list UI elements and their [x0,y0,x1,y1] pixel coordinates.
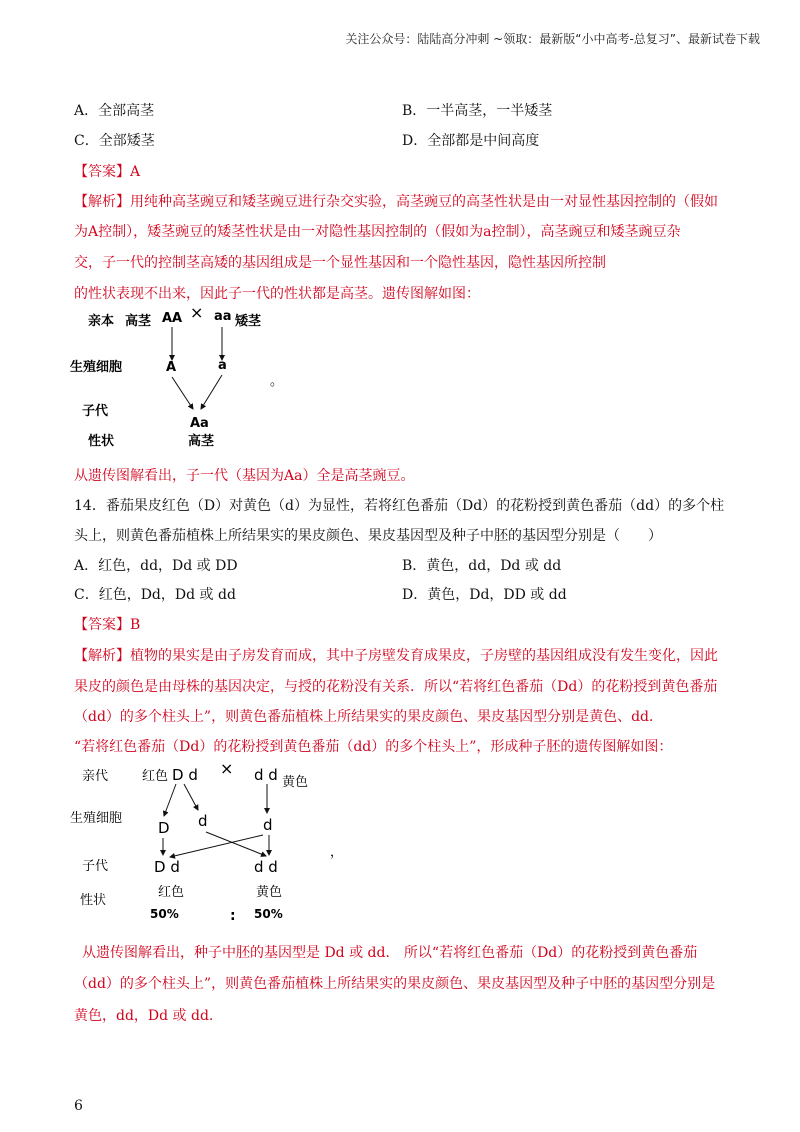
gamete-d1: d [198,812,208,830]
page-header: 关注公众号：陆陆高分冲刺 ~领取：最新版“小中高考-总复习”、最新试卷下载 [345,32,760,46]
q13-option-c: C．全部矮茎 [74,133,155,149]
arrow-a-to-Aa [201,375,222,409]
red-label: 红色 [142,769,169,784]
trait-tall: 高茎 [188,434,215,449]
pct-yellow: 50% [254,907,283,921]
q14-conclusion-line-2: （dd）的多个柱头上”，则黄色番茄植株上所结果实的果皮颜色、果皮基因型及种子中胚的基因型分别是 [74,976,716,992]
cross-symbol: × [190,305,204,322]
gamete-label: 生殖细胞 [70,811,123,826]
q14-analysis-line-2: 果皮的颜色是由母株的基因决定，与授的花粉没有关系．所以“若将红色番茄（Dd）的花粉授到黄色番茄 [74,679,718,695]
q14-question-line-2: 头上，则黄色番茄植株上所结果实的果皮颜色、果皮基因型及种子中胚的基因型分别是（ ） [74,528,662,544]
genotype-aa: aa [214,309,232,324]
q14-conclusion-line-1: 从遗传图解看出，种子中胚的基因型是 Dd 或 dd． 所以“若将红色番茄（Dd）的花粉授到黄色番茄 [82,945,698,961]
comma-mark: ， [330,845,344,860]
short-label: 矮茎 [235,314,262,329]
trait-label: 性状 [80,893,107,908]
q14-option-b: B．黄色，dd，Dd 或 dd [402,558,562,574]
tall-label: 高茎 [125,314,152,329]
cross-symbol: × [220,759,234,778]
gamete-D: D [158,819,170,837]
page-number: 6 [74,1098,83,1114]
q14-analysis-line-3: （dd）的多个柱头上”，则黄色番茄植株上所结果实的果皮颜色、果皮基因型分别是黄色、dd． [74,709,664,725]
q14-option-c: C．红色，Dd，Dd 或 dd [74,587,236,603]
arrow-D [164,784,176,816]
pct-red: 50% [150,907,179,921]
q14-analysis-line-1: 【解析】植物的果实是由子房发育而成，其中子房壁发育成果皮，子房壁的基因组成没有发生变化，因此 [74,648,718,664]
parent-label: 亲本 [88,314,115,329]
genotype-dd: d d [254,766,278,784]
q13-analysis-line-1: 【解析】用纯种高茎豌豆和矮茎豌豆进行杂交实验，高茎豌豆的高茎性状是由一对显性基因控制的（假如 [74,194,718,210]
arrow-d2-to-off1 [170,835,263,857]
q13-option-b: B．一半高茎，一半矮茎 [402,103,553,119]
q14-conclusion-line-3: 黄色，dd，Dd 或 dd. [74,1008,214,1024]
ratio-colon: : [230,908,236,924]
offspring-label: 子代 [82,404,109,419]
q13-option-a: A．全部高茎 [74,103,155,119]
arrow-d1-to-off2 [206,832,266,856]
q14-option-a: A．红色，dd，Dd 或 DD [74,558,238,574]
gamete-a: a [218,358,227,373]
trait-red: 红色 [158,885,185,900]
q13-option-d: D．全部都是中间高度 [402,133,540,149]
q14-answer: 【答案】B [74,617,141,633]
q14-option-d: D．黄色，Dd，DD 或 dd [402,587,567,603]
q13-analysis-line-4: 的性状表现不出来，因此子一代的性状都是高茎。遗传图解如图： [74,286,480,302]
q13-analysis-line-3: 交，子一代的控制茎高矮的基因组成是一个显性基因和一个隐性基因，隐性基因所控制 [74,255,606,271]
genotype-Dd: D d [172,766,198,784]
offspring-label: 子代 [82,859,109,874]
genotype-Aa: Aa [190,416,209,431]
q13-analysis-line-2: 为A控制），矮茎豌豆的矮茎性状是由一对隐性基因控制的（假如为a控制），高茎豌豆和矮茎豌豆杂 [74,224,681,240]
gamete-label: 生殖细胞 [70,360,123,375]
genotype-AA: AA [162,311,183,326]
arrow-d1 [184,784,198,810]
q13-genetic-diagram [70,305,370,459]
dot-mark: 。 [270,374,284,389]
q14-analysis-line-4: “若将红色番茄（Dd）的花粉授到黄色番茄（dd）的多个柱头上”，形成种子胚的遗传图解如图： [74,739,673,755]
trait-yellow: 黄色 [256,885,283,900]
offspring-Dd: D d [154,858,180,876]
q14-genetic-diagram [70,758,370,932]
q13-answer: 【答案】A [74,164,141,180]
gamete-A: A [166,360,177,375]
arrow-A-to-Aa [172,377,193,409]
gamete-d2: d [263,816,273,834]
yellow-label: 黄色 [282,775,309,790]
q14-question-line-1: 14．番茄果皮红色（D）对黄色（d）为显性，若将红色番茄（Dd）的花粉授到黄色番茄（dd）的多个柱 [74,498,725,514]
q13-conclusion: 从遗传图解看出，子一代（基因为Aa）全是高茎豌豆。 [74,468,415,484]
parent-label: 亲代 [82,769,109,784]
offspring-dd: d d [254,858,278,876]
trait-label: 性状 [88,434,115,449]
